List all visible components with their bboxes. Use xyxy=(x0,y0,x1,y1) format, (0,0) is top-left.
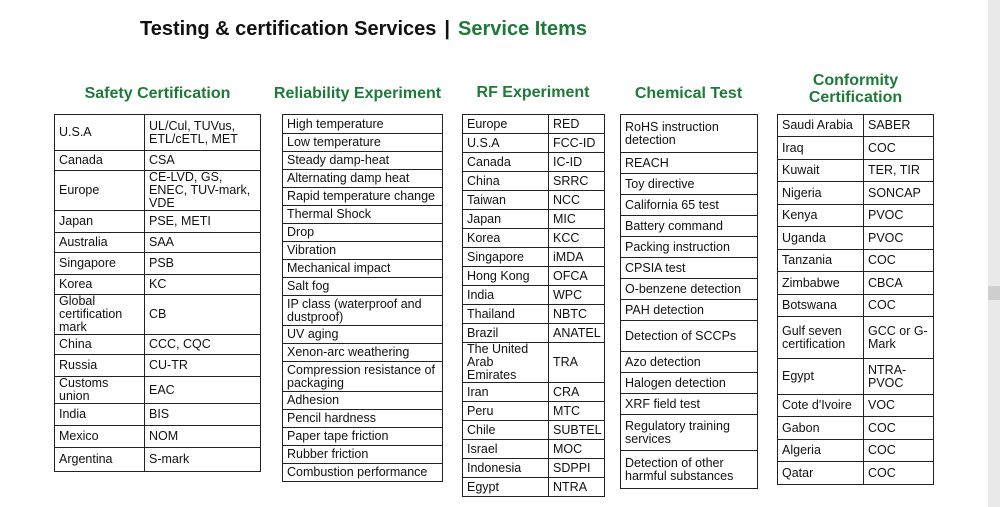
reliability-item-cell: Paper tape friction xyxy=(283,428,443,446)
safety-row xyxy=(55,233,261,253)
conformity-country-cell: Zimbabwe xyxy=(778,272,864,295)
reliability-row xyxy=(283,134,443,152)
rf-country-cell: Europe xyxy=(463,115,549,134)
conformity-country-cell: Algeria xyxy=(778,440,864,462)
reliability-row xyxy=(283,115,443,134)
reliability-row xyxy=(283,152,443,170)
rf-row xyxy=(463,229,605,248)
safety-mark-cell: CSA xyxy=(145,151,261,171)
conformity-mark-cell: PVOC xyxy=(864,205,934,227)
rf-row xyxy=(463,248,605,267)
reliability-row xyxy=(283,278,443,296)
conformity-country-cell: Cote d'Ivoire xyxy=(778,395,864,417)
rf-country-cell: Chile xyxy=(463,421,549,440)
conformity-country-cell: Gulf seven certification xyxy=(778,317,864,359)
chemical-row xyxy=(621,279,758,300)
reliability-item-cell: Vibration xyxy=(283,242,443,260)
chemical-item-cell: CPSIA test xyxy=(621,258,758,279)
rf-row xyxy=(463,210,605,229)
safety-country-cell: U.S.A xyxy=(55,115,145,151)
rf-mark-cell: NCC xyxy=(549,191,605,210)
reliability-row xyxy=(283,242,443,260)
safety-mark-cell: PSE, METI xyxy=(145,211,261,233)
reliability-row xyxy=(283,224,443,242)
rf-country-cell: Hong Kong xyxy=(463,267,549,286)
rf-mark-cell: CRA xyxy=(549,383,605,402)
conformity-country-cell: Gabon xyxy=(778,417,864,440)
safety-country-cell: Global certification mark xyxy=(55,295,145,335)
rf-mark-cell: WPC xyxy=(549,286,605,305)
scroll-thumb xyxy=(988,286,1000,300)
conformity-row xyxy=(778,440,934,462)
reliability-row xyxy=(283,188,443,206)
chemical-item-cell: Regulatory training services xyxy=(621,415,758,451)
rf-country-cell: Canada xyxy=(463,153,549,172)
conformity-mark-cell: COC xyxy=(864,137,934,160)
reliability-row xyxy=(283,446,443,464)
reliability-item-cell: IP class (waterproof and dustproof) xyxy=(283,296,443,326)
rf-mark-cell: TRA xyxy=(549,343,605,383)
conformity-row xyxy=(778,295,934,317)
reliability-row xyxy=(283,362,443,392)
reliability-item-cell: UV aging xyxy=(283,326,443,344)
chemical-item-cell: Detection of SCCPs xyxy=(621,321,758,352)
conformity-row xyxy=(778,417,934,440)
conformity-row xyxy=(778,250,934,272)
conformity-row xyxy=(778,160,934,182)
reliability-row xyxy=(283,260,443,278)
reliability-item-cell: Rubber friction xyxy=(283,446,443,464)
reliability-row xyxy=(283,464,443,482)
safety-row xyxy=(55,404,261,426)
rf-country-cell: Israel xyxy=(463,440,549,459)
reliability-item-cell: Combustion performance xyxy=(283,464,443,482)
reliability-item-cell: Xenon-arc weathering xyxy=(283,344,443,362)
reliability-table xyxy=(282,114,443,482)
chemical-item-cell: Packing instruction xyxy=(621,237,758,258)
safety-row xyxy=(55,211,261,233)
rf-country-cell: India xyxy=(463,286,549,305)
rf-row xyxy=(463,343,605,383)
conformity-row xyxy=(778,317,934,359)
safety-mark-cell: BIS xyxy=(145,404,261,426)
safety-table xyxy=(54,114,261,472)
conformity-mark-cell: SABER xyxy=(864,115,934,137)
rf-mark-cell: ANATEL xyxy=(549,324,605,343)
chemical-item-cell: California 65 test xyxy=(621,195,758,216)
rf-row xyxy=(463,153,605,172)
conformity-country-cell: Iraq xyxy=(778,137,864,160)
conformity-country-cell: Egypt xyxy=(778,359,864,395)
reliability-item-cell: Rapid temperature change xyxy=(283,188,443,206)
rf-country-cell: Egypt xyxy=(463,478,549,497)
chemical-item-cell: PAH detection xyxy=(621,300,758,321)
header-title-left: Testing & certification Services xyxy=(140,18,437,40)
chemical-row xyxy=(621,174,758,195)
safety-country-cell: India xyxy=(55,404,145,426)
reliability-title: Reliability Experiment xyxy=(273,85,442,102)
reliability-item-cell: Steady damp-heat xyxy=(283,152,443,170)
chemical-row xyxy=(621,195,758,216)
rf-country-cell: Brazil xyxy=(463,324,549,343)
chemical-row xyxy=(621,321,758,352)
safety-row xyxy=(55,295,261,335)
rf-row xyxy=(463,172,605,191)
chemical-row xyxy=(621,115,758,153)
rf-mark-cell: SUBTEL xyxy=(549,421,605,440)
rf-row xyxy=(463,478,605,497)
reliability-item-cell: Pencil hardness xyxy=(283,410,443,428)
rf-country-cell: Peru xyxy=(463,402,549,421)
conformity-country-cell: Kuwait xyxy=(778,160,864,182)
conformity-mark-cell: SONCAP xyxy=(864,182,934,205)
chemical-row xyxy=(621,153,758,174)
safety-mark-cell: KC xyxy=(145,275,261,295)
rf-mark-cell: MOC xyxy=(549,440,605,459)
rf-mark-cell: KCC xyxy=(549,229,605,248)
reliability-row xyxy=(283,344,443,362)
safety-mark-cell: PSB xyxy=(145,253,261,275)
rf-mark-cell: iMDA xyxy=(549,248,605,267)
reliability-item-cell: High temperature xyxy=(283,115,443,134)
safety-row xyxy=(55,355,261,377)
rf-row xyxy=(463,440,605,459)
rf-country-cell: Taiwan xyxy=(463,191,549,210)
conformity-row xyxy=(778,227,934,250)
chemical-item-cell: Toy directive xyxy=(621,174,758,195)
conformity-mark-cell: NTRA-PVOC xyxy=(864,359,934,395)
conformity-row xyxy=(778,137,934,160)
safety-country-cell: Europe xyxy=(55,171,145,211)
safety-row xyxy=(55,426,261,448)
conformity-row xyxy=(778,115,934,137)
rf-mark-cell: OFCA xyxy=(549,267,605,286)
chemical-row xyxy=(621,352,758,373)
rf-mark-cell: SRRC xyxy=(549,172,605,191)
conformity-country-cell: Nigeria xyxy=(778,182,864,205)
header-separator: | xyxy=(444,18,451,40)
chemical-table xyxy=(620,114,758,489)
chemical-item-cell: O-benzene detection xyxy=(621,279,758,300)
safety-country-cell: China xyxy=(55,335,145,355)
chemical-row xyxy=(621,415,758,451)
header-title-right: Service Items xyxy=(458,18,587,40)
chemical-row xyxy=(621,394,758,415)
chemical-title: Chemical Test xyxy=(634,85,743,102)
safety-country-cell: Japan xyxy=(55,211,145,233)
reliability-item-cell: Alternating damp heat xyxy=(283,170,443,188)
rf-mark-cell: MIC xyxy=(549,210,605,229)
conformity-row xyxy=(778,359,934,395)
conformity-row xyxy=(778,205,934,227)
chemical-item-cell: Battery command xyxy=(621,216,758,237)
conformity-table xyxy=(777,114,934,485)
page-header xyxy=(140,18,587,41)
rf-table xyxy=(462,114,605,497)
conformity-mark-cell: COC xyxy=(864,417,934,440)
safety-country-cell: Korea xyxy=(55,275,145,295)
chemical-row xyxy=(621,300,758,321)
conformity-mark-cell: CBCA xyxy=(864,272,934,295)
safety-title: Safety Certification xyxy=(84,85,231,102)
reliability-row xyxy=(283,428,443,446)
rf-row xyxy=(463,459,605,478)
rf-mark-cell: IC-ID xyxy=(549,153,605,172)
reliability-item-cell: Drop xyxy=(283,224,443,242)
rf-mark-cell: NTRA xyxy=(549,478,605,497)
conformity-title: Conformity Certification xyxy=(808,72,903,106)
reliability-row xyxy=(283,206,443,224)
conformity-mark-cell: COC xyxy=(864,462,934,485)
safety-country-cell: Singapore xyxy=(55,253,145,275)
safety-country-cell: Russia xyxy=(55,355,145,377)
chemical-item-cell: REACH xyxy=(621,153,758,174)
rf-row xyxy=(463,191,605,210)
rf-mark-cell: RED xyxy=(549,115,605,134)
chemical-item-cell: Detection of other harmful substances xyxy=(621,451,758,489)
conformity-mark-cell: GCC or G-Mark xyxy=(864,317,934,359)
rf-row xyxy=(463,267,605,286)
rf-mark-cell: MTC xyxy=(549,402,605,421)
rf-country-cell: Indonesia xyxy=(463,459,549,478)
conformity-row xyxy=(778,462,934,485)
safety-row xyxy=(55,151,261,171)
rf-country-cell: China xyxy=(463,172,549,191)
reliability-row xyxy=(283,296,443,326)
rf-mark-cell: FCC-ID xyxy=(549,134,605,153)
reliability-row xyxy=(283,410,443,428)
safety-row xyxy=(55,115,261,151)
safety-mark-cell: UL/Cul, TUVus, ETL/cETL, MET xyxy=(145,115,261,151)
right-scroll-strip xyxy=(988,0,1000,507)
rf-country-cell: Thailand xyxy=(463,305,549,324)
reliability-row xyxy=(283,170,443,188)
conformity-country-cell: Botswana xyxy=(778,295,864,317)
rf-country-cell: Singapore xyxy=(463,248,549,267)
conformity-mark-cell: VOC xyxy=(864,395,934,417)
rf-mark-cell: NBTC xyxy=(549,305,605,324)
safety-country-cell: Canada xyxy=(55,151,145,171)
rf-row xyxy=(463,134,605,153)
conformity-row xyxy=(778,395,934,417)
conformity-country-cell: Uganda xyxy=(778,227,864,250)
rf-row xyxy=(463,383,605,402)
conformity-mark-cell: COC xyxy=(864,440,934,462)
rf-row xyxy=(463,402,605,421)
rf-country-cell: U.S.A xyxy=(463,134,549,153)
rf-country-cell: Japan xyxy=(463,210,549,229)
reliability-item-cell: Adhesion xyxy=(283,392,443,410)
safety-row xyxy=(55,377,261,404)
safety-mark-cell: NOM xyxy=(145,426,261,448)
safety-mark-cell: CB xyxy=(145,295,261,335)
chemical-item-cell: RoHS instruction detection xyxy=(621,115,758,153)
rf-row xyxy=(463,286,605,305)
safety-mark-cell: S-mark xyxy=(145,448,261,472)
safety-mark-cell: CU-TR xyxy=(145,355,261,377)
safety-row xyxy=(55,448,261,472)
safety-country-cell: Customs union xyxy=(55,377,145,404)
reliability-item-cell: Low temperature xyxy=(283,134,443,152)
chemical-item-cell: XRF field test xyxy=(621,394,758,415)
safety-row xyxy=(55,275,261,295)
rf-row xyxy=(463,305,605,324)
safety-row xyxy=(55,335,261,355)
conformity-row xyxy=(778,182,934,205)
conformity-country-cell: Saudi Arabia xyxy=(778,115,864,137)
safety-mark-cell: EAC xyxy=(145,377,261,404)
reliability-item-cell: Thermal Shock xyxy=(283,206,443,224)
safety-row xyxy=(55,253,261,275)
rf-country-cell: Iran xyxy=(463,383,549,402)
conformity-country-cell: Tanzania xyxy=(778,250,864,272)
chemical-item-cell: Halogen detection xyxy=(621,373,758,394)
safety-country-cell: Argentina xyxy=(55,448,145,472)
chemical-row xyxy=(621,258,758,279)
rf-row xyxy=(463,324,605,343)
conformity-mark-cell: TER, TIR xyxy=(864,160,934,182)
safety-mark-cell: CCC, CQC xyxy=(145,335,261,355)
rf-country-cell: Korea xyxy=(463,229,549,248)
reliability-row xyxy=(283,326,443,344)
reliability-item-cell: Mechanical impact xyxy=(283,260,443,278)
chemical-row xyxy=(621,373,758,394)
reliability-row xyxy=(283,392,443,410)
conformity-row xyxy=(778,272,934,295)
chemical-row xyxy=(621,237,758,258)
conformity-mark-cell: COC xyxy=(864,250,934,272)
conformity-country-cell: Kenya xyxy=(778,205,864,227)
safety-mark-cell: SAA xyxy=(145,233,261,253)
conformity-country-cell: Qatar xyxy=(778,462,864,485)
reliability-item-cell: Salt fog xyxy=(283,278,443,296)
reliability-item-cell: Compression resistance of packaging xyxy=(283,362,443,392)
rf-title: RF Experiment xyxy=(476,84,590,101)
safety-country-cell: Australia xyxy=(55,233,145,253)
rf-row xyxy=(463,115,605,134)
safety-mark-cell: CE-LVD, GS, ENEC, TUV-mark, VDE xyxy=(145,171,261,211)
chemical-item-cell: Azo detection xyxy=(621,352,758,373)
rf-country-cell: The United Arab Emirates xyxy=(463,343,549,383)
conformity-mark-cell: COC xyxy=(864,295,934,317)
safety-country-cell: Mexico xyxy=(55,426,145,448)
chemical-row xyxy=(621,451,758,489)
rf-row xyxy=(463,421,605,440)
chemical-row xyxy=(621,216,758,237)
conformity-mark-cell: PVOC xyxy=(864,227,934,250)
rf-mark-cell: SDPPI xyxy=(549,459,605,478)
safety-row xyxy=(55,171,261,211)
